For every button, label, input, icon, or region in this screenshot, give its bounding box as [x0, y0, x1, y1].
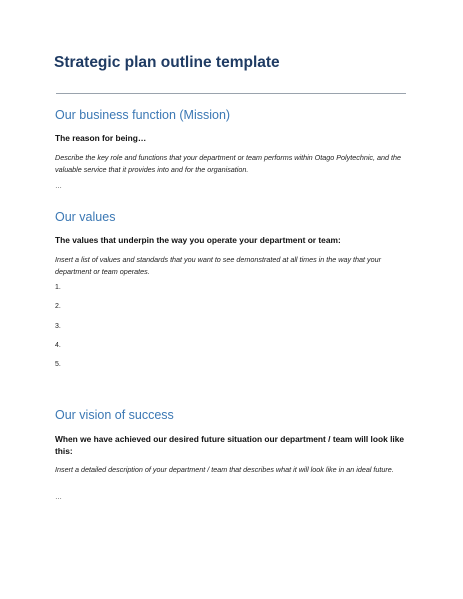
document-title: Strategic plan outline template — [54, 54, 280, 71]
values-item-3: 3. — [55, 323, 61, 330]
values-item-5: 5. — [55, 361, 61, 368]
values-instruction: Insert a list of values and standards that you want to see demonstrated at all times in the way that your department or team operates. — [55, 255, 382, 276]
vision-ellipsis: … — [55, 494, 62, 501]
values-heading: Our values — [55, 210, 116, 224]
values-item-1: 1. — [55, 284, 61, 291]
mission-lead: The reason for being… — [55, 133, 147, 143]
mission-heading: Our business function (Mission) — [55, 108, 231, 122]
title-divider — [56, 93, 406, 94]
vision-heading: Our vision of success — [55, 408, 174, 422]
values-item-2: 2. — [55, 303, 61, 310]
mission-ellipsis: … — [55, 183, 62, 190]
mission-instruction: Describe the key role and functions that your department or team performs within Otago Polytechnic, and the valuable service that it provides into and for the organisation. — [55, 153, 401, 174]
values-item-4: 4. — [55, 342, 61, 349]
vision-lead: When we have achieved our desired future situation our department / team will look like this: — [55, 434, 405, 456]
vision-instruction: Insert a detailed description of your department / team that describes what it will look like in an ideal future. — [55, 465, 394, 474]
values-lead: The values that underpin the way you operate your department or team: — [55, 235, 341, 245]
